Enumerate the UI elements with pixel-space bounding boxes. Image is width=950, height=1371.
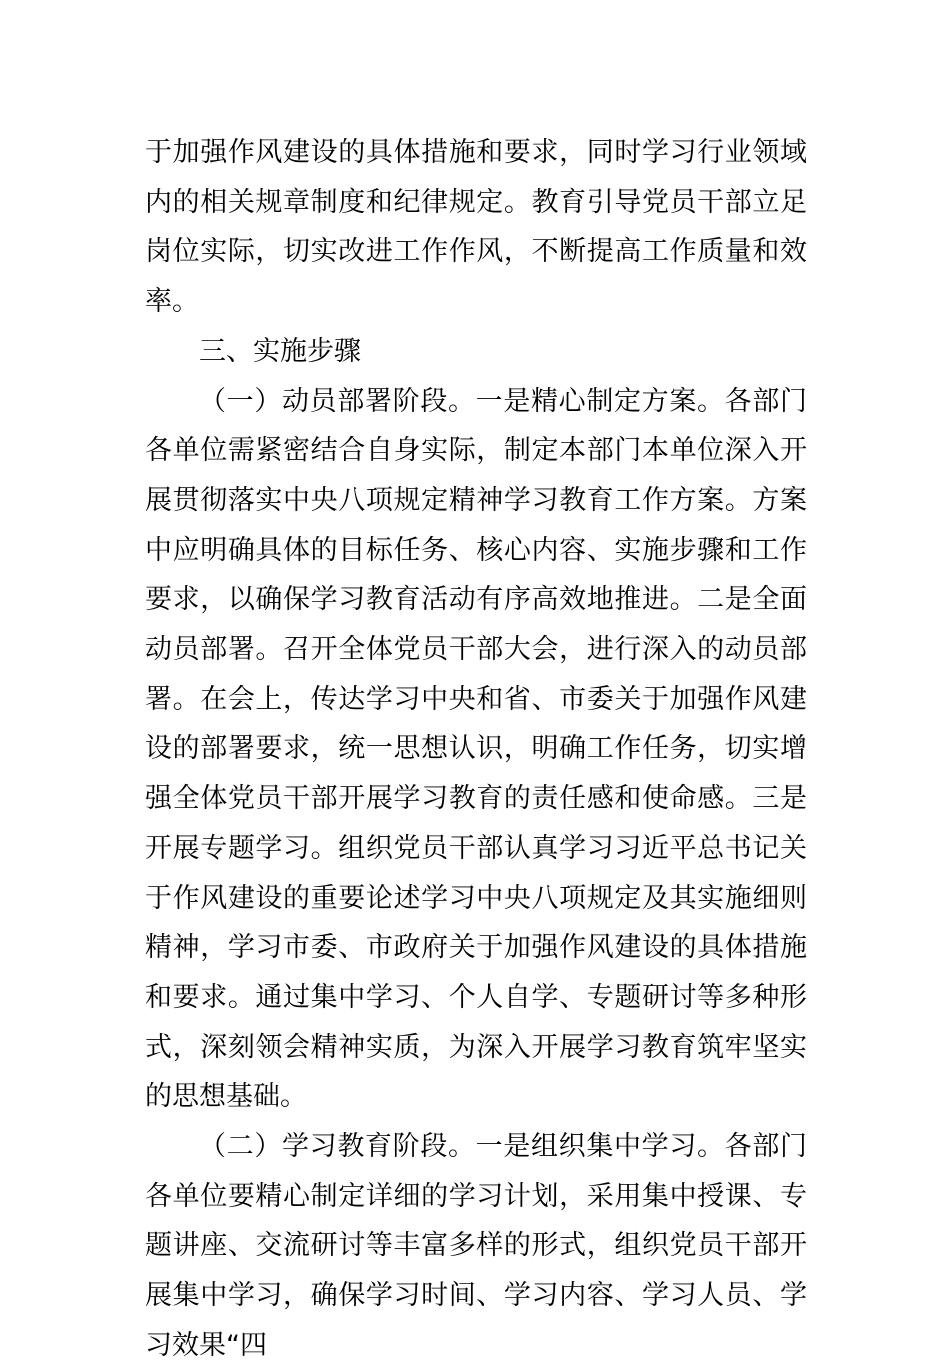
document-body [145,128,807,1371]
paragraph-mobilization-stage: （一）动员部署阶段。一是精心制定方案。各部门各单位需紧密结合自身实际，制定本部门本单位深入开展贯彻落实中央八项规定精神学习教育工作方案。方案中应明确具体的目标任务、核心内容、实施步骤和工作要求，以确保学习教育活动有序高效地推进。二是全面动员部署。召开全体党员干部大会，进行深入的动员部署。在会上，传达学习中央和省、市委关于加强作风建设的部署要求，统一思想认识，明确工作任务，切实增强全体党员干部开展学习教育的责任感和使命感。三是开展专题学习。组织党员干部认真学习习近平总书记关于作风建设的重要论述学习中央八项规定及其实施细则精神，学习市委、市政府关于加强作风建设的具体措施和要求。通过集中学习、个人自学、专题研讨等多种形式，深刻领会精神实质，为深入开展学习教育筑牢坚实的思想基础。 [145,385,807,1113]
paragraph-continuation: 于加强作风建设的具体措施和要求，同时学习行业领域内的相关规章制度和纪律规定。教育引导党员干部立足岗位实际，切实改进工作作风，不断提高工作质量和效率。 [145,137,807,318]
section-heading-implementation-steps: 三、实施步骤 [199,335,361,367]
paragraph-study-education-stage: （二）学习教育阶段。一是组织集中学习。各部门各单位要精心制定详细的学习计划，采用集中授课、专题讲座、交流研讨等丰富多样的形式，组织党员干部开展集中学习，确保学习时间、学习内容、学习人员、学习效果“四 [145,1131,807,1361]
